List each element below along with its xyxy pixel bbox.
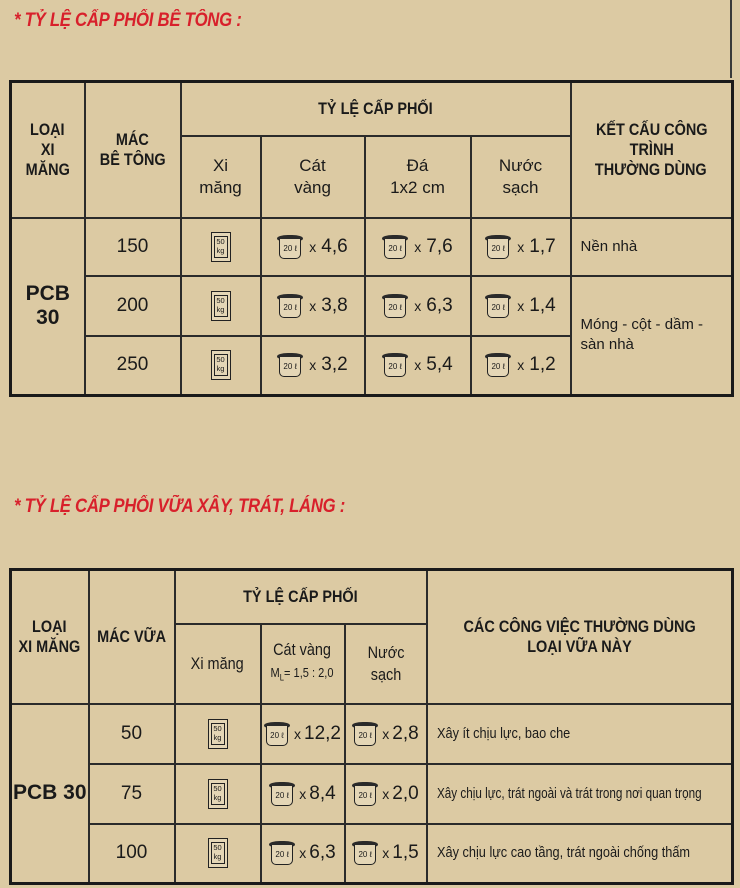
cement-amount-cell: [175, 764, 261, 824]
work-use-cell: Xây chịu lực cao tầng, trát ngoài chống thấm: [427, 824, 733, 884]
sand-amount-cell: 20 ℓ x 3,8: [261, 276, 365, 336]
table-row: [11, 824, 733, 884]
grade-cell: 75: [89, 764, 175, 824]
stone-amount-cell: 20 ℓ x 6,3: [365, 276, 471, 336]
header-stone: Đá 1x2 cm: [365, 136, 471, 218]
sand-amount-cell: 20 ℓ x 3,2: [261, 336, 365, 396]
water-amount-cell: 20 ℓ x 1,2: [471, 336, 571, 396]
bucket-icon: 20 ℓ: [277, 235, 303, 259]
header-common-works: CÁC CÔNG VIỆC THƯỜNG DÙNG LOẠI VỮA NÀY: [427, 570, 733, 704]
cement-type-cell: PCB 30: [11, 704, 89, 884]
header-cement-type: LOẠI XI MĂNG: [11, 82, 85, 218]
mortar-mix-heading: * TỶ LỆ CẤP PHỐI VỮA XÂY, TRÁT, LÁNG :: [14, 496, 346, 517]
grade-cell: 100: [89, 824, 175, 884]
header-mix-ratio: TỶ LỆ CẤP PHỐI: [181, 82, 571, 136]
stone-amount-cell: 20 ℓ x 7,6: [365, 218, 471, 276]
header-cement: Xi măng: [181, 136, 261, 218]
header-structure-use: KẾT CẤU CÔNG TRÌNH THƯỜNG DÙNG: [571, 82, 733, 218]
cement-type-cell: PCB 30: [11, 218, 85, 396]
header-water: Nước sạch: [345, 624, 427, 704]
bucket-icon: 20 ℓ: [382, 235, 408, 259]
cement-amount-cell: [181, 336, 261, 396]
table-row: [11, 218, 733, 276]
mortar-mix-table: [9, 568, 734, 885]
work-use-cell: Xây chịu lực, trát ngoài và trát trong nơi quan trọng: [427, 764, 733, 824]
cement-amount-cell: [175, 704, 261, 764]
work-use-cell: Xây ít chịu lực, bao che: [427, 704, 733, 764]
water-amount-cell: 20 ℓ x 2,8: [345, 704, 427, 764]
bucket-icon: 20 ℓ: [485, 353, 511, 377]
table-row: [11, 704, 733, 764]
bucket-icon: 20 ℓ: [269, 841, 295, 865]
sand-amount-cell: 20 ℓ x 12,2: [261, 704, 345, 764]
water-amount-cell: 20 ℓ x 1,4: [471, 276, 571, 336]
bucket-icon: 20 ℓ: [269, 782, 295, 806]
header-cement: Xi măng: [175, 624, 261, 704]
water-amount-cell: 20 ℓ x 1,5: [345, 824, 427, 884]
cement-amount-cell: [175, 824, 261, 884]
page-edge-line: [730, 0, 732, 78]
header-cement-type: LOẠI XI MĂNG: [11, 570, 89, 704]
cement-sack-icon: 50 kg: [208, 719, 228, 749]
structure-use-cell: Nền nhà: [571, 218, 733, 276]
grade-cell: 50: [89, 704, 175, 764]
header-concrete-grade: MÁC BÊ TÔNG: [85, 82, 181, 218]
sand-amount-cell: 20 ℓ x 4,6: [261, 218, 365, 276]
cement-sack-icon: 50 kg: [211, 291, 231, 321]
bucket-icon: 20 ℓ: [485, 294, 511, 318]
table-row: [11, 764, 733, 824]
bucket-icon: 20 ℓ: [277, 294, 303, 318]
header-sand: Cát vàng: [261, 136, 365, 218]
grade-cell: 250: [85, 336, 181, 396]
grade-cell: 200: [85, 276, 181, 336]
cement-sack-icon: 50 kg: [211, 350, 231, 380]
concrete-mix-table: [9, 80, 734, 397]
bucket-icon: 20 ℓ: [485, 235, 511, 259]
cement-sack-icon: 50 kg: [208, 779, 228, 809]
water-amount-cell: 20 ℓ x 1,7: [471, 218, 571, 276]
bucket-icon: 20 ℓ: [277, 353, 303, 377]
table-row: [11, 276, 733, 336]
header-mix-ratio: TỶ LỆ CẤP PHỐI: [175, 570, 427, 624]
cement-sack-icon: 50 kg: [211, 232, 231, 262]
sand-amount-cell: 20 ℓ x 8,4: [261, 764, 345, 824]
header-water: Nước sạch: [471, 136, 571, 218]
cement-amount-cell: [181, 218, 261, 276]
concrete-mix-heading: * TỶ LỆ CẤP PHỐI BÊ TÔNG :: [14, 10, 242, 31]
water-amount-cell: 20 ℓ x 2,0: [345, 764, 427, 824]
header-sand: Cát vàng $M_L= 1,5$ : 2,0: [261, 624, 345, 704]
bucket-icon: 20 ℓ: [382, 353, 408, 377]
structure-use-cell: Móng - cột - dầm - sàn nhà: [571, 276, 733, 396]
bucket-icon: 20 ℓ: [264, 722, 290, 746]
grade-cell: 150: [85, 218, 181, 276]
cement-amount-cell: [181, 276, 261, 336]
bucket-icon: 20 ℓ: [352, 841, 378, 865]
stone-amount-cell: 20 ℓ x 5,4: [365, 336, 471, 396]
cement-sack-icon: 50 kg: [208, 838, 228, 868]
sand-amount-cell: 20 ℓ x 6,3: [261, 824, 345, 884]
header-mortar-grade: MÁC VỮA: [89, 570, 175, 704]
bucket-icon: 20 ℓ: [382, 294, 408, 318]
bucket-icon: 20 ℓ: [352, 782, 378, 806]
bucket-icon: 20 ℓ: [352, 722, 378, 746]
